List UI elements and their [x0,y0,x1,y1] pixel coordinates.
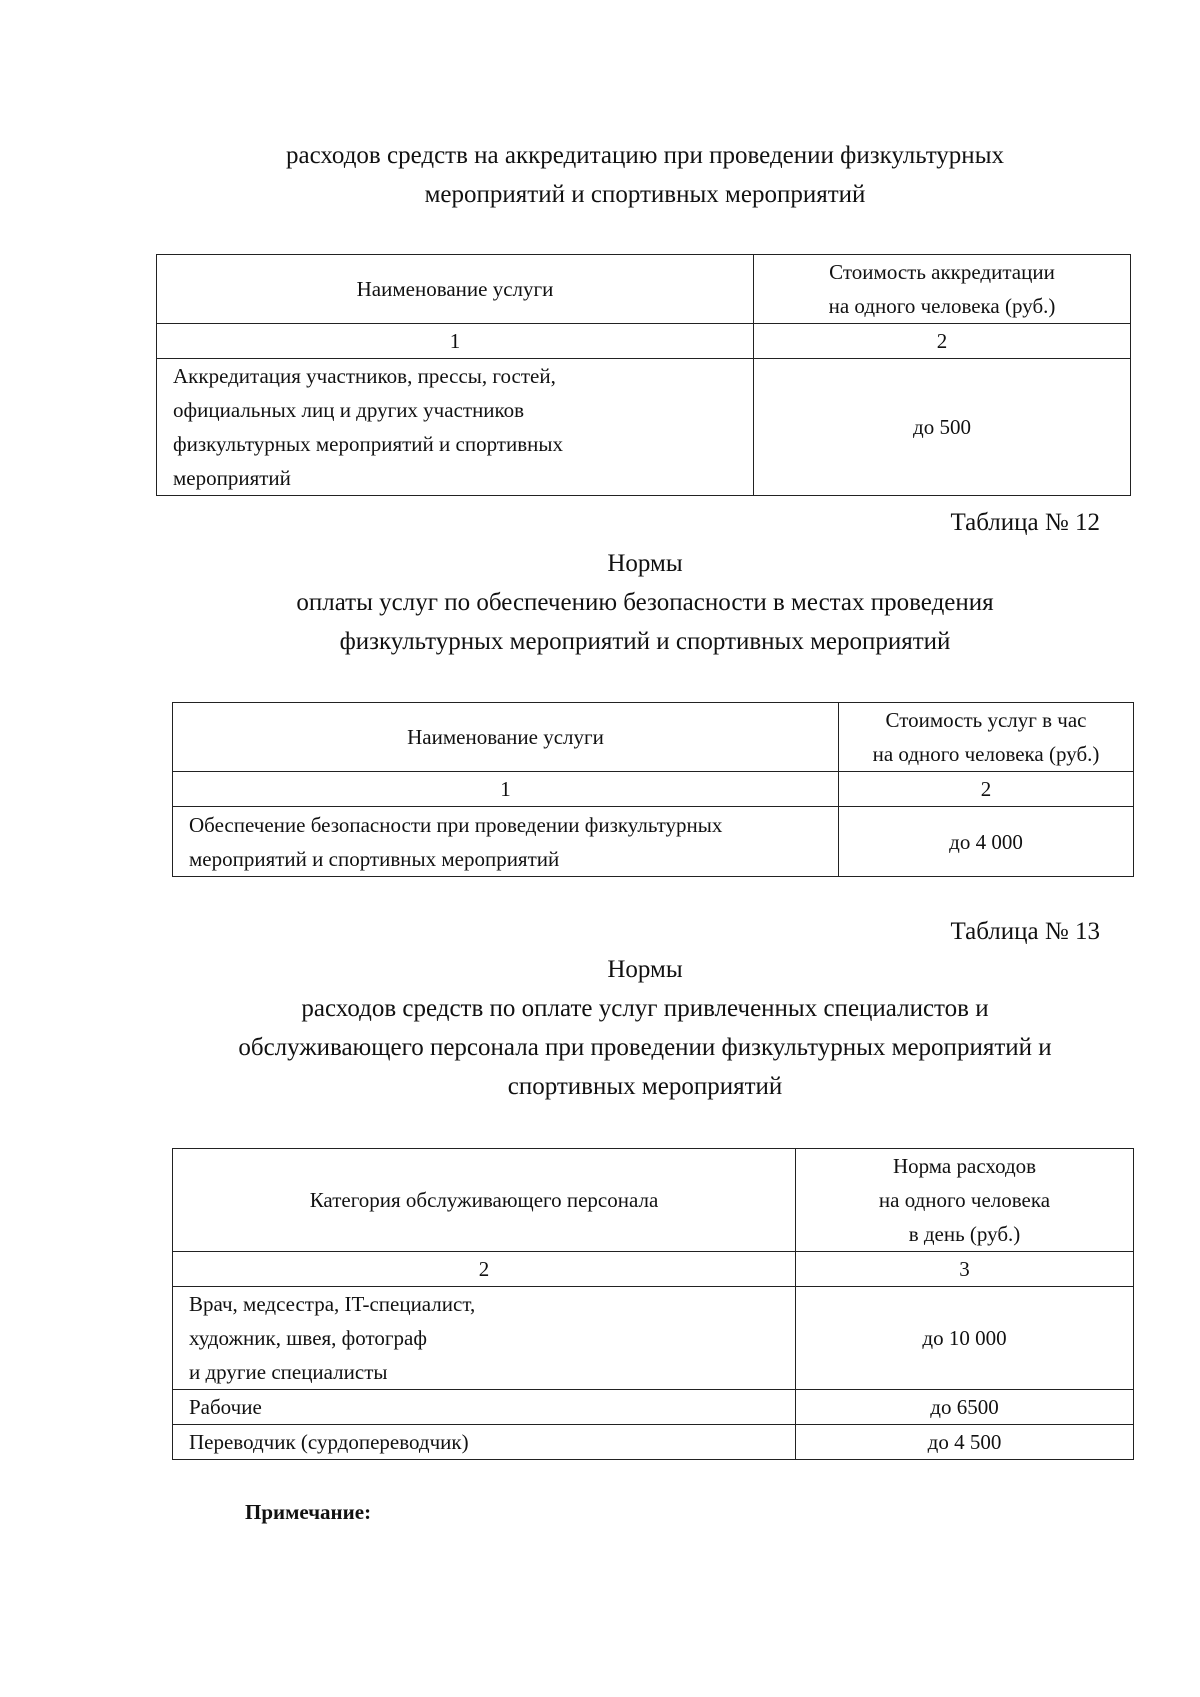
heading-title: Нормы [607,956,683,983]
service-name [173,807,839,877]
column-number: 2 [173,1252,796,1287]
col-header-line: на одного человека [878,1188,1051,1212]
heading-line: оплаты услуг по обеспечению безопасности в местах проведения [296,589,994,616]
col-header [839,703,1134,772]
table-row [173,1390,1134,1425]
col-header-line: на одного человека (руб.) [828,294,1056,318]
table12 [172,702,1134,877]
note-label: Примечание: [245,1500,372,1524]
service-line: Аккредитация участников, прессы, гостей, [173,364,556,388]
category-name: Рабочие [173,1390,796,1425]
col-header [754,255,1131,324]
table12-heading [0,544,1200,661]
table13-heading [0,950,1200,1106]
heading-line: расходов средств по оплате услуг привлеченных специалистов и [301,995,989,1022]
category-name [173,1287,796,1390]
category-line: и другие специалисты [189,1360,388,1384]
service-price: до 4 000 [839,807,1134,877]
column-number: 2 [839,772,1134,807]
table-row [173,1425,1134,1460]
heading-line: спортивных мероприятий [507,1073,783,1100]
col-header: Наименование услуги [157,255,754,324]
col-header-line: на одного человека (руб.) [872,742,1100,766]
col-header-line: Стоимость аккредитации [829,260,1055,284]
category-line: Врач, медсестра, IT-специалист, [189,1292,476,1316]
column-number: 1 [157,324,754,359]
table-row [173,1287,1134,1390]
col-header-line: Норма расходов [892,1154,1037,1178]
column-number: 1 [173,772,839,807]
table13-label: Таблица № 13 [950,918,1100,945]
service-line: официальных лиц и других участников [173,398,525,422]
table11-heading [0,136,1200,214]
service-line: мероприятий и спортивных мероприятий [189,846,560,871]
col-header-line: в день (руб.) [908,1222,1021,1246]
heading-line: мероприятий и спортивных мероприятий [424,181,866,208]
column-number: 2 [754,324,1131,359]
service-line: мероприятий [173,466,291,490]
category-price: до 4 500 [796,1425,1134,1460]
heading-line: расходов средств на аккредитацию при проведении физкультурных [286,142,1004,169]
table13 [172,1148,1134,1460]
category-price: до 6500 [796,1390,1134,1425]
service-name [157,359,754,496]
service-line: физкультурных мероприятий и спортивных [173,432,563,456]
col-header-line: Стоимость услуг в час [885,708,1087,732]
col-header: Категория обслуживающего персонала [173,1149,796,1252]
table11 [156,254,1131,496]
heading-line: обслуживающего персонала при проведении физкультурных мероприятий и [238,1034,1052,1061]
table12-label: Таблица № 12 [950,509,1100,536]
service-line: Обеспечение безопасности при проведении физкультурных [189,812,723,837]
category-price: до 10 000 [796,1287,1134,1390]
category-name: Переводчик (сурдопереводчик) [173,1425,796,1460]
heading-title: Нормы [607,550,683,577]
col-header [796,1149,1134,1252]
col-header: Наименование услуги [173,703,839,772]
column-number: 3 [796,1252,1134,1287]
service-price: до 500 [754,359,1131,496]
heading-line: физкультурных мероприятий и спортивных мероприятий [339,628,951,655]
category-line: художник, швея, фотограф [189,1326,427,1350]
